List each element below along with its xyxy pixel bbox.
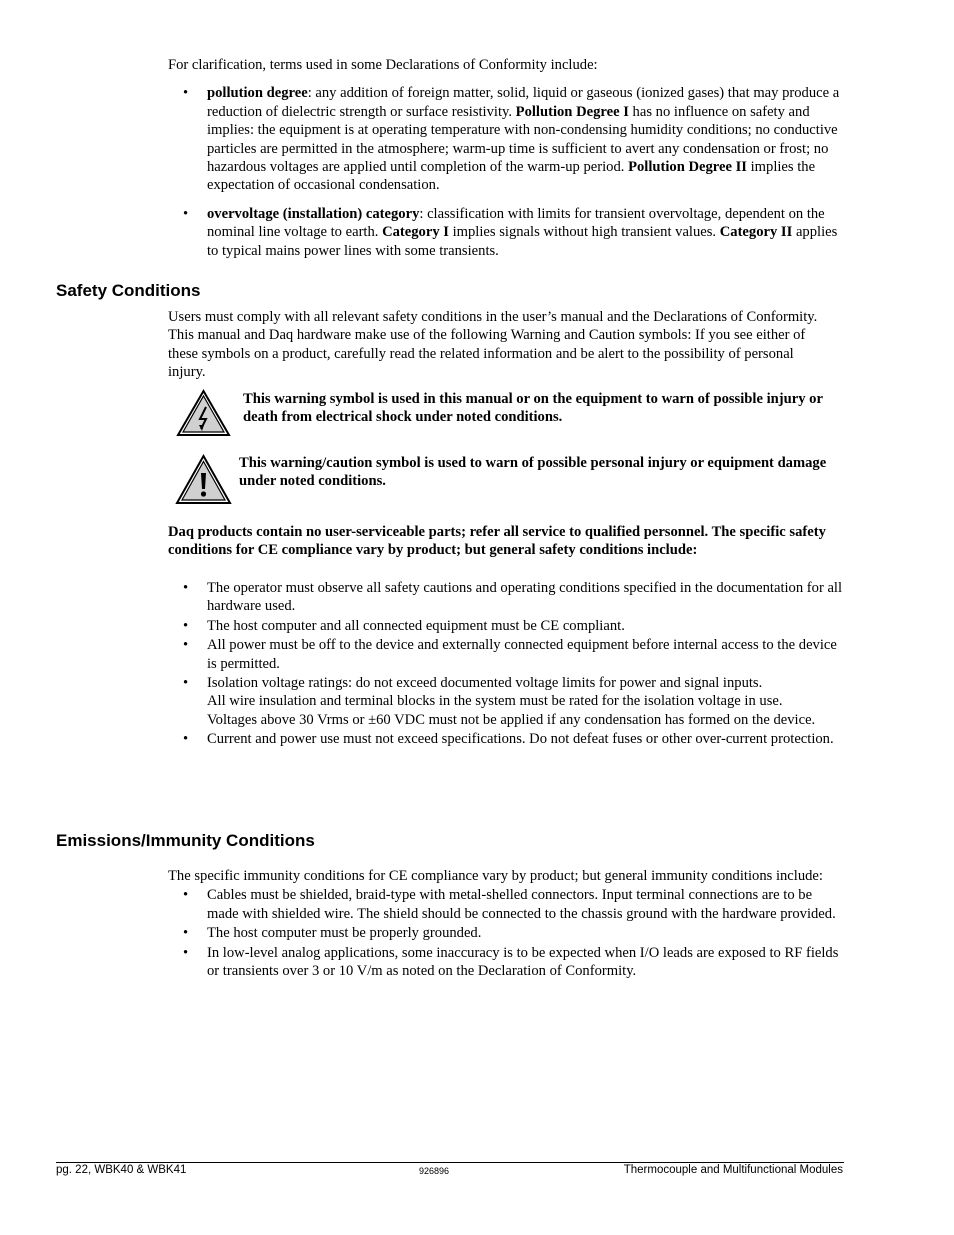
electrical-shock-warning-icon [176, 389, 231, 438]
isolation-ratings-line: Isolation voltage ratings: do not exceed documented voltage limits for power and signal inputs. [207, 675, 763, 692]
term-overvoltage-category: • overvoltage (installation) category: classification with limits for transient overvoltage, dependent on the nominal line voltage to earth. Category I implies signals without high transient values. Category II applies to typical mains power lines with some transients. [168, 205, 844, 260]
list-item: • Cables must be shielded, braid-type with metal-shelled connectors. Input terminal connections are to be made with shielded wire. The shield should be connected to the chassis ground with the hardware provided. [168, 886, 844, 923]
list-item: • The operator must observe all safety cautions and operating conditions specified in the documentation for all hardware used. [168, 579, 844, 616]
footer-page-label: pg. 22, WBK40 & WBK41 [56, 1164, 187, 1176]
intro-lead: For clarification, terms used in some Declarations of Conformity include: [168, 57, 598, 73]
safety-conditions-list [168, 579, 844, 749]
list-item: • In low-level analog applications, some inaccuracy is to be expected when I/O leads are exposed to RF fields or transients over 3 or 10 V/m as noted on the Declaration of Conformity. [168, 944, 844, 981]
term-pollution-degree: • pollution degree: any addition of foreign matter, solid, liquid or gaseous (ionized gases) that may produce a reduction of dielectric strength or surface resistivity. Pollution Degree I has no influence on safety and implies: the equipment is at operating temperature with non-condensing humidity conditions; no conductive particles are permitted in the atmosphere; warm-up time is sufficient to avert any condensation or frost; no hazardous voltages are applied until completion of the warm-up period. Pollution Degree II implies the expectation of occasional condensation. [168, 84, 844, 194]
list-item [168, 674, 844, 729]
safety-paragraph: Users must comply with all relevant safety conditions in the user’s manual and the Declarations of Conformity. This manual and Daq hardware make use of the following Warning and Caution symbols: If you see either of these symbols on a product, carefully read the related information and be alert to the possibility of personal injury. [168, 309, 818, 381]
emissions-list [168, 886, 844, 980]
service-notice: Daq products contain no user-serviceable parts; refer all service to qualified personnel. The specific safety conditions for CE compliance vary by product; but general safety conditions include: [168, 524, 826, 559]
safety-heading: Safety Conditions [56, 281, 201, 300]
emissions-section [168, 867, 844, 980]
caution-exclamation-icon [175, 454, 232, 506]
emissions-heading: Emissions/Immunity Conditions [56, 831, 315, 850]
caution-warning-text: This warning/caution symbol is used to warn of possible personal injury or equipment damage under noted conditions. [239, 455, 827, 490]
voltage-limit-line: Voltages above 30 Vrms or ±60 VDC must not be applied if any condensation has formed on the device. [207, 711, 816, 728]
intro-section [168, 56, 844, 260]
emissions-paragraph: The specific immunity conditions for CE compliance vary by product; but general immunity conditions include: [168, 868, 823, 884]
terms-list [168, 84, 844, 260]
shock-warning-text: This warning symbol is used in this manual or on the equipment to warn of possible injury or death from electrical shock under noted conditions. [243, 391, 823, 426]
footer-rule [56, 1162, 844, 1163]
list-item: • Current and power use must not exceed specifications. Do not defeat fuses or other over-current protection. [168, 730, 844, 748]
footer-doc-number: 926896 [419, 1166, 450, 1176]
list-item: • All power must be off to the device and externally connected equipment before internal access to the device is permitted. [168, 636, 844, 673]
wire-insulation-line: All wire insulation and terminal blocks in the system must be rated for the isolation voltage in use. [207, 693, 783, 710]
list-item: • The host computer must be properly grounded. [168, 924, 844, 942]
list-item: • The host computer and all connected equipment must be CE compliant. [168, 617, 844, 635]
footer-title: Thermocouple and Multifunctional Modules [623, 1164, 843, 1176]
